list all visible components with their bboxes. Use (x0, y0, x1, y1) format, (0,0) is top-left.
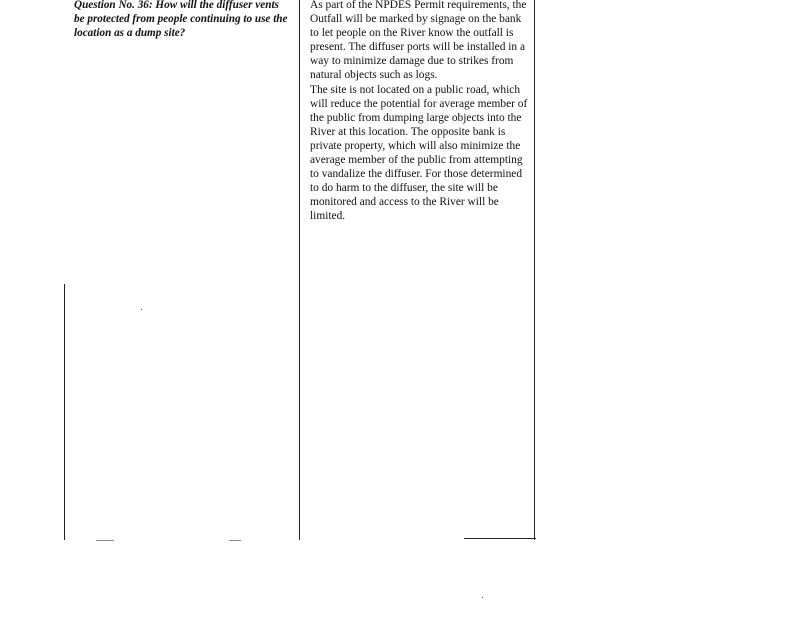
table-left-border (64, 284, 65, 540)
response-paragraph-1: As part of the NPDES Permit requirements, the Outfall will be marked by signage on the bank to let people on the River know the outfall is present. The diffuser ports will be installed in a way to minimize damage due to strikes from natural objects such as logs. (310, 0, 527, 82)
response-paragraph-2: The site is not located on a public road, which will reduce the potential for average member of the public from dumping large objects into the River at this location. The opposite bank is private property, which will also minimize the average member of the public from attempting to vandalize the diffuser. For those determined to do harm to the diffuser, the site will be monitored and access to the River will be limited. (310, 83, 528, 223)
scan-artifact (229, 540, 241, 541)
response-text (310, 0, 532, 224)
table-right-border (534, 0, 535, 540)
scan-artifact (96, 540, 114, 541)
column-divider (299, 0, 300, 540)
table-bottom-border (464, 538, 536, 539)
question-text: Question No. 36: How will the diffuser vents be protected from people continuing to use the location as a dump site? (74, 0, 288, 39)
scan-artifact (482, 597, 483, 598)
scan-artifact (141, 309, 142, 310)
